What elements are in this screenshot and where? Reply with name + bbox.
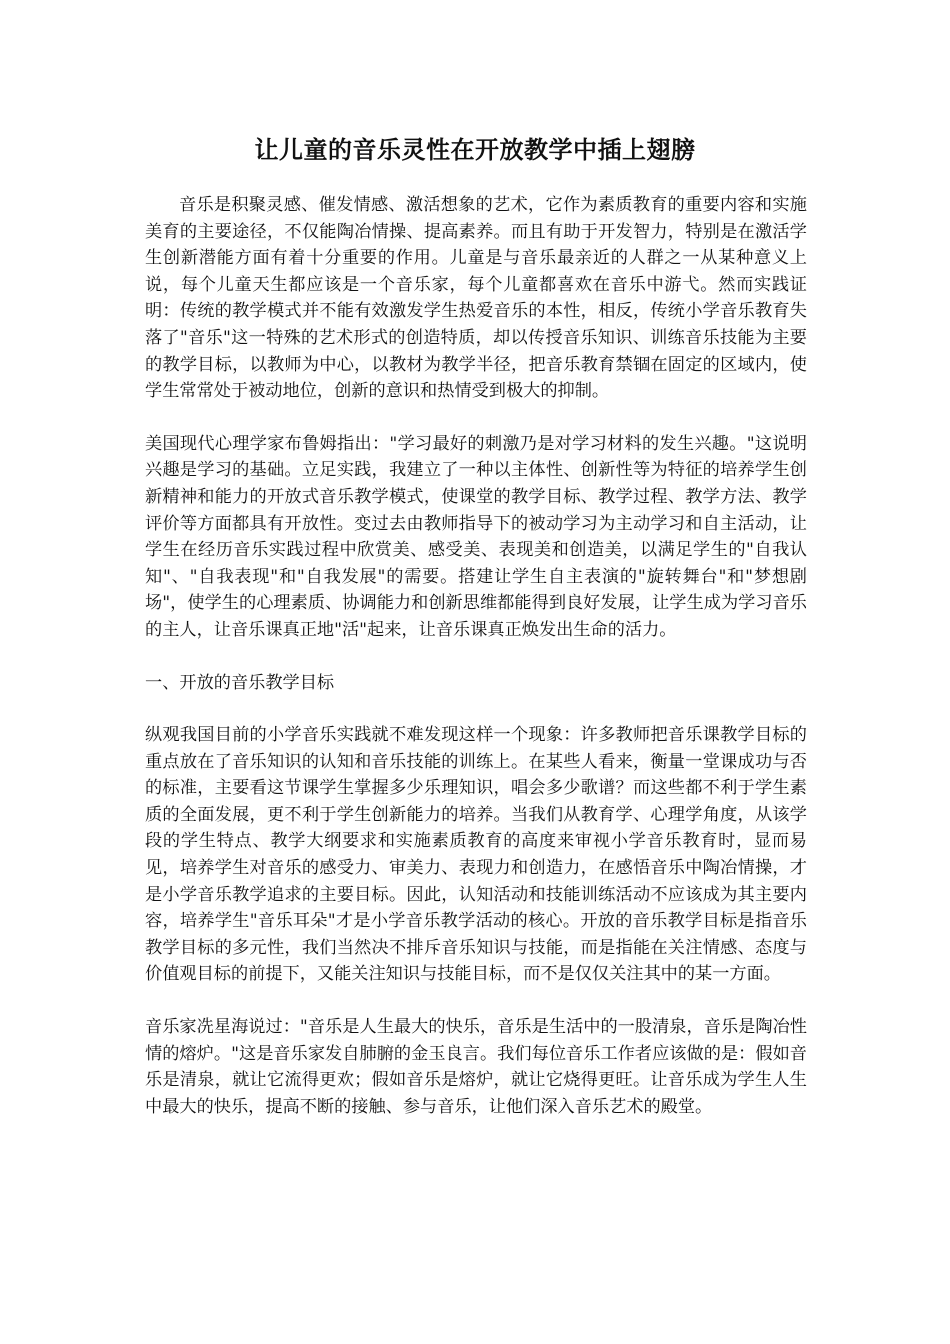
goals-paragraph: 纵观我国目前的小学音乐实践就不难发现这样一个现象：许多教师把音乐课教学目标的重点放在了音乐知识的认知和音乐技能的训练上。在某些人看来，衡量一堂课成功与否的标准，主要看这节课学生掌握多少乐理知识，唱会多少歌谱？而这些都不利于学生素质的全面发展，更不利于学生创新能力的培养。当我们从教育学、心理学角度，从该学段的学生特点、教学大纲要求和实施素质教育的高度来审视小学音乐教育时，显而易见，培养学生对音乐的感受力、审美力、表现力和创造力，在感悟音乐中陶冶情操，才是小学音乐教学追求的主要目标。因此，认知活动和技能训练活动不应该成为其主要内容，培养学生"音乐耳朵"才是小学音乐教学活动的核心。开放的音乐教学目标是指音乐教学目标的多元性，我们当然决不排斥音乐知识与技能，而是指能在关注情感、态度与价值观目标的前提下，又能关注知识与技能目标，而不是仅仅关注其中的某一方面。 [145,725,807,985]
document-title: 让儿童的音乐灵性在开放教学中插上翅膀 [254,135,696,164]
xian-xinghai-paragraph: 音乐家冼星海说过："音乐是人生最大的快乐，音乐是生活中的一股清泉，音乐是陶冶性情的熔炉。"这是音乐家发自肺腑的金玉良言。我们每位音乐工作者应该做的是：假如音乐是清泉，就让它流得更欢；假如音乐是熔炉，就让它烧得更旺。让音乐成为学生人生中最大的快乐，提高不断的接触、参与音乐，让他们深入音乐艺术的殿堂。 [145,1017,807,1117]
document-body [145,192,807,1146]
intro-paragraph: 音乐是积聚灵感、催发情感、激活想象的艺术，它作为素质教育的重要内容和实施美育的主要途径，不仅能陶冶情操、提高素养。而且有助于开发智力，特别是在激活学生创新潜能方面有着十分重要的作用。儿童是与音乐最亲近的人群之一从某种意义上说，每个儿童天生都应该是一个音乐家，每个儿童都喜欢在音乐中游弋。然而实践证明：传统的教学模式并不能有效激发学生热爱音乐的本性，相反，传统小学音乐教育失落了"音乐"这一特殊的艺术形式的创造特质，却以传授音乐知识、训练音乐技能为主要的教学目标，以教师为中心，以教材为教学半径，把音乐教育禁锢在固定的区域内，使学生常常处于被动地位，创新的意识和热情受到极大的抑制。 [145,195,807,402]
bloom-paragraph: 美国现代心理学家布鲁姆指出："学习最好的刺激乃是对学习材料的发生兴趣。"这说明兴趣是学习的基础。立足实践，我建立了一种以主体性、创新性等为特征的培养学生创新精神和能力的开放式音乐教学模式，使课堂的教学目标、教学过程、教学方法、教学评价等方面都具有开放性。变过去由教师指导下的被动学习为主动学习和自主活动，让学生在经历音乐实践过程中欣赏美、感受美、表现美和创造美，以满足学生的"自我认知"、"自我表现"和"自我发展"的需要。搭建让学生自主表演的"旋转舞台"和"梦想剧场"，使学生的心理素质、协调能力和创新思维都能得到良好发展，让学生成为学习音乐的主人，让音乐课真正地"活"起来，让音乐课真正焕发出生命的活力。 [145,433,807,640]
section-heading-open-goals: 一、开放的音乐教学目标 [145,672,335,693]
